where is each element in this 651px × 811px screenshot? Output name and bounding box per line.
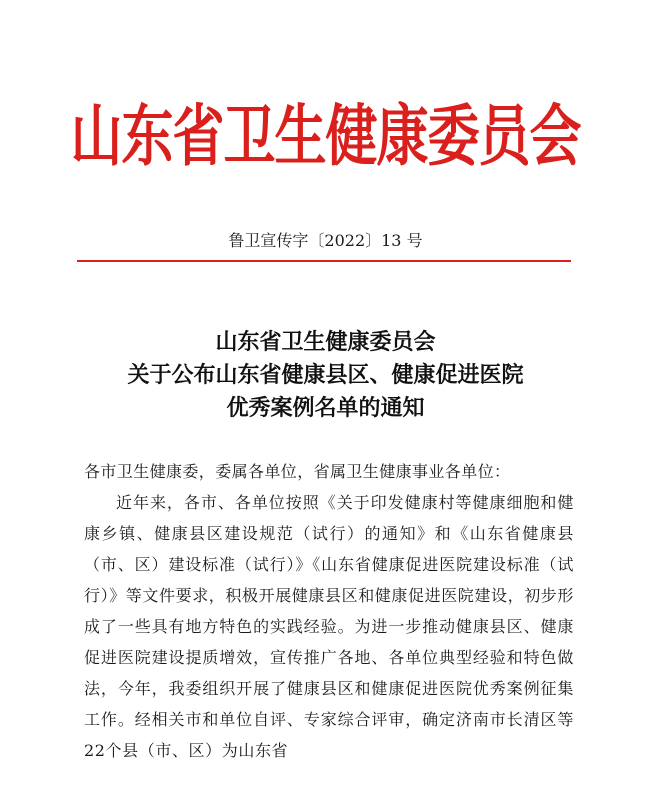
title-line-2: 关于公布山东省健康县区、健康促进医院	[127, 362, 524, 388]
title-line-1: 山东省卫生健康委员会	[215, 329, 436, 355]
title-line-3: 优秀案例名单的通知	[226, 395, 425, 421]
document-number: 鲁卫宣传字〔2022〕13 号	[228, 231, 423, 250]
document-title	[0, 326, 651, 425]
salutation: 各市卫生健康委，委属各单位，省属卫生健康事业各单位：	[84, 462, 511, 481]
body-paragraph: 近年来，各市、各单位按照《关于印发健康村等健康细胞和健康乡镇、健康县区建设规范（试行）的通知》和《山东省健康县（市、区）建设标准（试行）》《山东省健康促进医院建设标准（试行）》等文件要求，积极开展健康县区和健康促进医院建设，初步形成了一些具有地方特色的实践经验。为进一步推动健康县区、健康促进医院建设提质增效，宣传推广各地、各单位典型经验和特色做法，今年，我委组织开展了健康县区和健康促进医院优秀案例征集工作。经相关市和单位自评、专家综合评审，确定济南市长清区等22个县（市、区）为山东省	[84, 493, 575, 760]
agency-masthead: 山东省卫生健康委员会	[70, 97, 581, 176]
red-divider-line	[77, 260, 571, 262]
document-body	[84, 456, 574, 766]
